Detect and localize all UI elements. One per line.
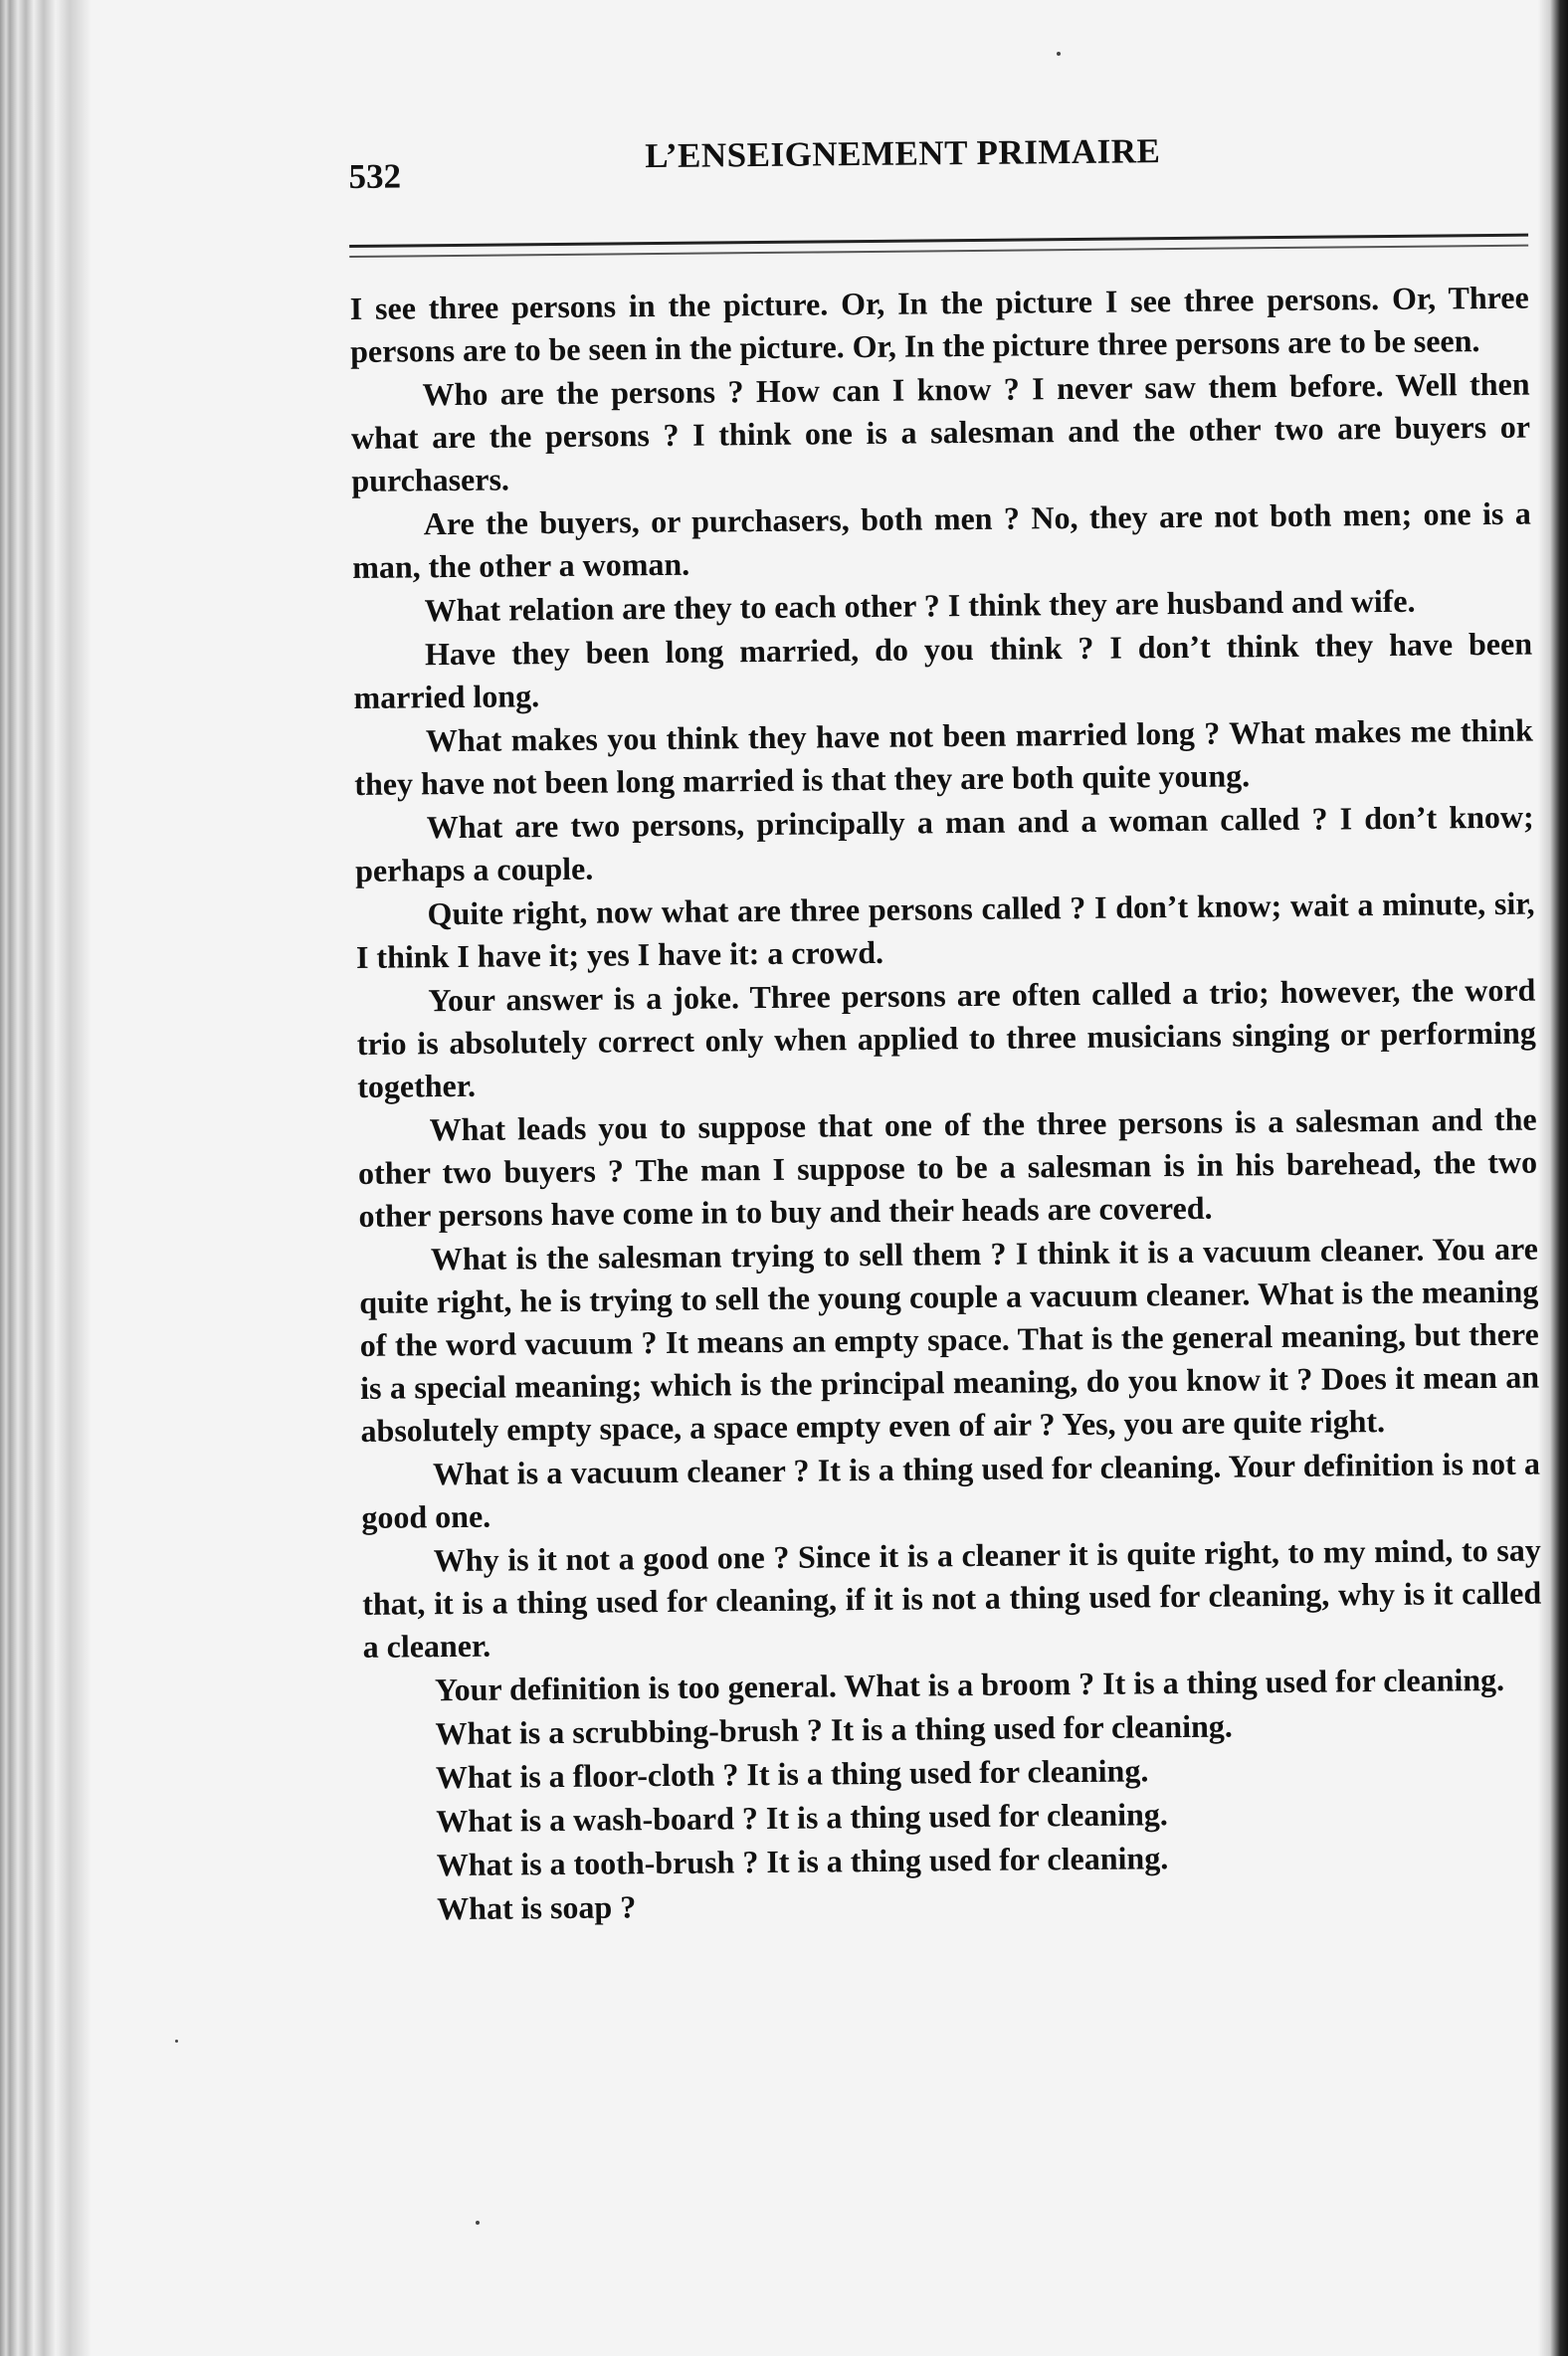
page-edge-shadow <box>1538 0 1568 2356</box>
paragraph: What is a floor-cloth ? It is a thing used for cleaning. <box>435 1752 1149 1796</box>
paragraph: What is soap ? <box>436 1888 637 1927</box>
paragraph: What is a vacuum cleaner ? It is a thing used for cleaning. Your definition is not a good one. <box>361 1445 1541 1535</box>
paragraph: What is a wash-board ? It is a thing used for cleaning. <box>436 1796 1168 1840</box>
print-speck <box>476 2221 480 2225</box>
paragraph: Your definition is too general. What is a broom ? It is a thing used for cleaning. <box>434 1661 1505 1708</box>
paragraph: What relation are they to each other ? I think they are husband and wife. <box>424 582 1416 629</box>
paragraph: Why is it not a good one ? Since it is a cleaner it is quite right, to my mind, to say that, it is a thing used for cleaning, if it is not a thing used for cleaning, why is it called a cleaner. <box>362 1531 1542 1665</box>
page-number: 532 <box>348 156 402 196</box>
body-text <box>350 277 1545 1931</box>
paragraph: Have they been long married, do you think ? I don’t think they have been married long. <box>353 625 1533 715</box>
paragraph: What are two persons, principally a man and a woman called ? I don’t know; perhaps a couple. <box>354 798 1534 888</box>
paragraph: Quite right, now what are three persons called ? I don’t know; wait a minute, sir, I think I have it; yes I have it: a crowd. <box>355 884 1535 975</box>
paragraph: What leads you to suppose that one of the three persons is a salesman and the other two buyers ? The man I suppose to be a salesman is in his barehead, the two other persons have come in to buy and their heads are covered. <box>357 1100 1538 1234</box>
paragraph: What is a tooth-brush ? It is a thing used for cleaning. <box>436 1840 1169 1883</box>
paragraph: Are the buyers, or purchasers, both men ? No, they are not both men; one is a man, the other a woman. <box>352 494 1531 585</box>
running-title: L’ENSEIGNEMENT PRIMAIRE <box>645 131 1161 176</box>
book-spine-edge <box>0 0 92 2356</box>
paragraph: I see three persons in the picture. Or, In the picture I see three persons. Or, Three persons are to be seen in the picture. Or, In the picture three persons are to be seen. <box>349 279 1529 369</box>
header-rule <box>349 234 1528 258</box>
paragraph: What is the salesman trying to sell them ? I think it is a vacuum cleaner. You are quite right, he is trying to sell the young couple a vacuum cleaner. What is the meaning of the word vacuum ? It means an empty space. That is the general meaning, but there is a special meaning; which is the principal meaning, do you know it ? Does it mean an absolutely empty space, a space empty even of air ? Yes, you are quite right. <box>359 1230 1540 1449</box>
print-speck <box>175 2040 178 2043</box>
print-speck <box>1057 52 1061 56</box>
paragraph: What makes you think they have not been married long ? What makes me think they have not been long married is that they are both quite young. <box>354 711 1534 802</box>
paragraph: What is a scrubbing-brush ? It is a thing used for cleaning. <box>435 1707 1233 1752</box>
book-page <box>348 118 1544 1932</box>
paragraph: Your answer is a joke. Three persons are often called a trio; however, the word trio is absolutely correct only when applied to three musicians singing or performing together. <box>356 971 1536 1104</box>
page-header <box>348 118 1528 209</box>
paragraph: Who are the persons ? How can I know ? I never saw them before. Well then what are the persons ? I think one is a salesman and the other two are buyers or purchasers. <box>350 365 1531 498</box>
